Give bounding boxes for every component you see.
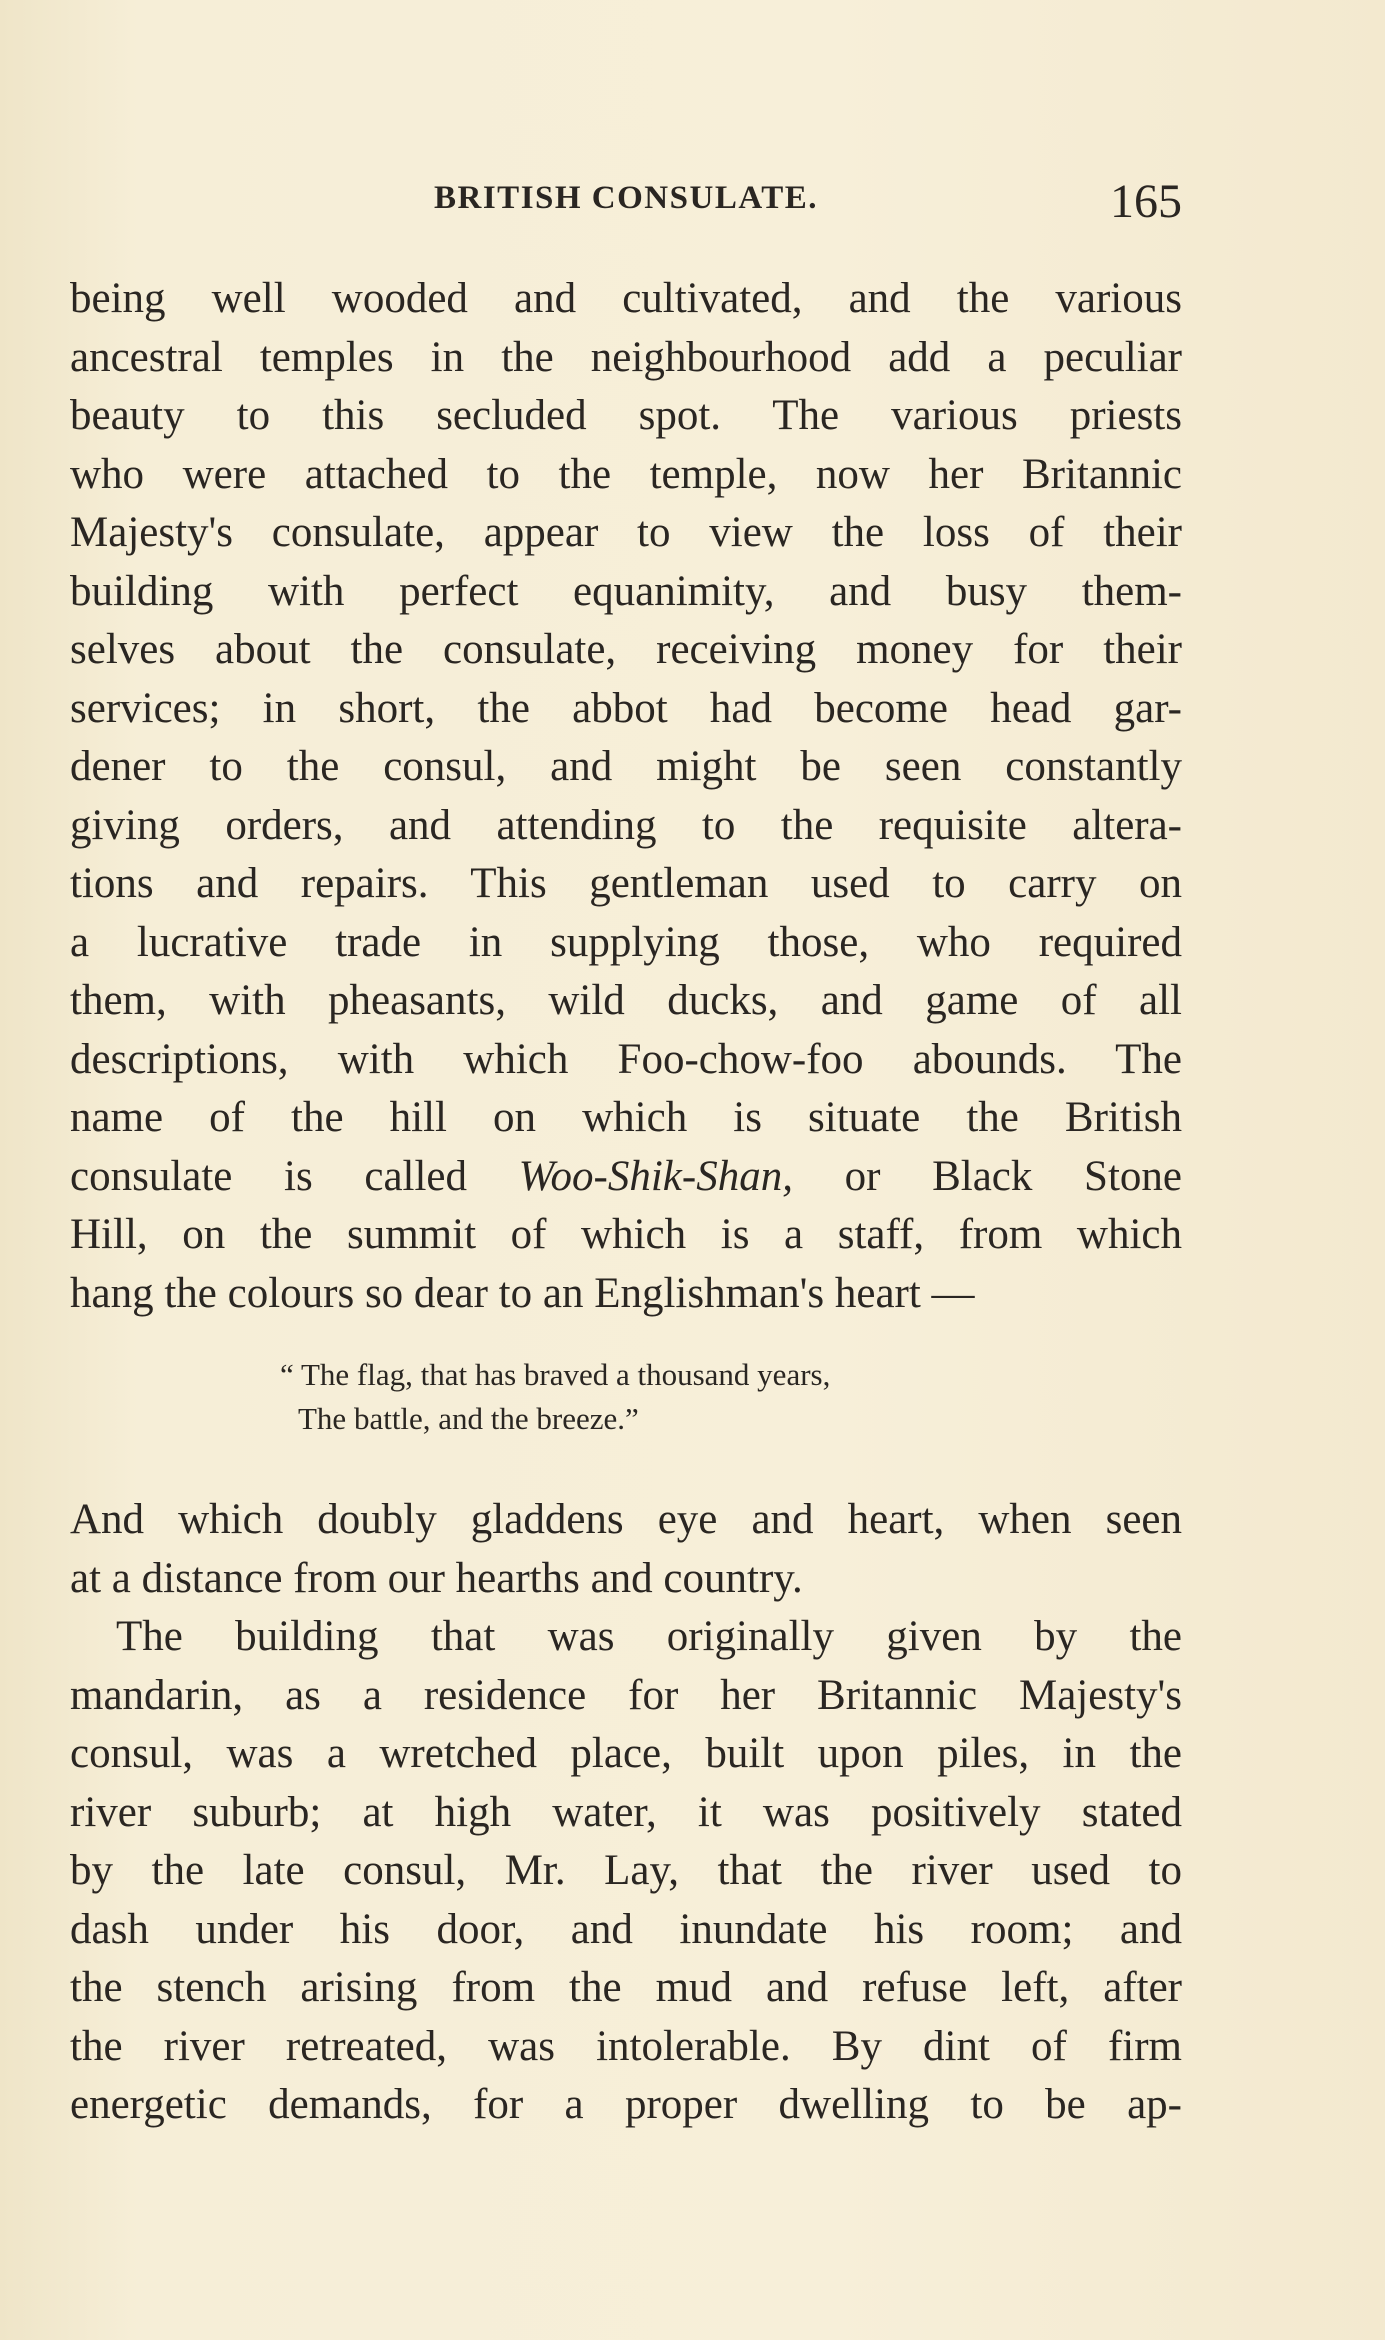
text-line: consul, was a wretched place, built upon piles, in the xyxy=(70,1730,1182,1777)
text-line: Majesty's consulate, appear to view the loss of their xyxy=(70,509,1182,556)
text-line: selves about the consulate, receiving money for their xyxy=(70,626,1182,673)
body-text xyxy=(70,270,1182,2135)
text-line: hang the colours so dear to an Englishman's heart — xyxy=(70,1269,975,1317)
text-line: giving orders, and attending to the requisite altera- xyxy=(70,801,1182,849)
text-line: ancestral temples in the neighbourhood add a peculiar xyxy=(70,333,1182,381)
running-title: BRITISH CONSULATE. xyxy=(434,180,818,216)
text-line: tions and repairs. This gentleman used to carry on xyxy=(70,860,1182,907)
text-line: dash under his door, and inundate his room; and xyxy=(70,1905,1182,1953)
page-number: 165 xyxy=(1110,175,1182,228)
text-line: a lucrative trade in supplying those, who required xyxy=(70,918,1182,966)
text-line: the river retreated, was intolerable. By dint of firm xyxy=(70,2022,1182,2070)
text-line: dener to the consul, and might be seen constantly xyxy=(70,743,1182,790)
text-line: by the late consul, Mr. Lay, that the river used to xyxy=(70,1847,1182,1894)
text-line-with-italic xyxy=(70,1148,1182,1207)
text-line: Hill, on the summit of which is a staff, from which xyxy=(70,1211,1182,1258)
text-line: mandarin, as a residence for her Britannic Majesty's xyxy=(70,1671,1182,1719)
quote-line: “ The flag, that has braved a thousand years, xyxy=(280,1357,831,1392)
text-line: building with perfect equanimity, and busy them- xyxy=(70,567,1182,615)
quote-line: The battle, and the breeze.” xyxy=(298,1401,639,1436)
text-line: name of the hill on which is situate the British xyxy=(70,1094,1182,1141)
text-line: being well wooded and cultivated, and the various xyxy=(70,275,1182,322)
block-quote xyxy=(70,1353,1182,1441)
text-line: at a distance from our hearths and country. xyxy=(70,1554,803,1602)
text-line: descriptions, with which Foo-chow-foo abounds. The xyxy=(70,1035,1182,1083)
italic-place-name: Woo-Shik-Shan, xyxy=(518,1152,793,1200)
text-line: services; in short, the abbot had become head gar- xyxy=(70,684,1182,732)
text-line: And which doubly gladdens eye and heart, when seen xyxy=(70,1496,1182,1543)
text-line: The building that was originally given by the xyxy=(116,1613,1182,1660)
text-fragment: or Black Stone xyxy=(792,1152,1182,1200)
text-fragment: consulate is called xyxy=(70,1152,519,1200)
text-line: river suburb; at high water, it was positively stated xyxy=(70,1788,1182,1836)
text-line: energetic demands, for a proper dwelling to be ap- xyxy=(70,2081,1182,2128)
text-line: who were attached to the temple, now her Britannic xyxy=(70,450,1182,498)
text-line: them, with pheasants, wild ducks, and game of all xyxy=(70,977,1182,1024)
running-head xyxy=(70,175,1182,230)
text-line: the stench arising from the mud and refuse left, after xyxy=(70,1964,1182,2011)
text-line: beauty to this secluded spot. The various priests xyxy=(70,392,1182,439)
